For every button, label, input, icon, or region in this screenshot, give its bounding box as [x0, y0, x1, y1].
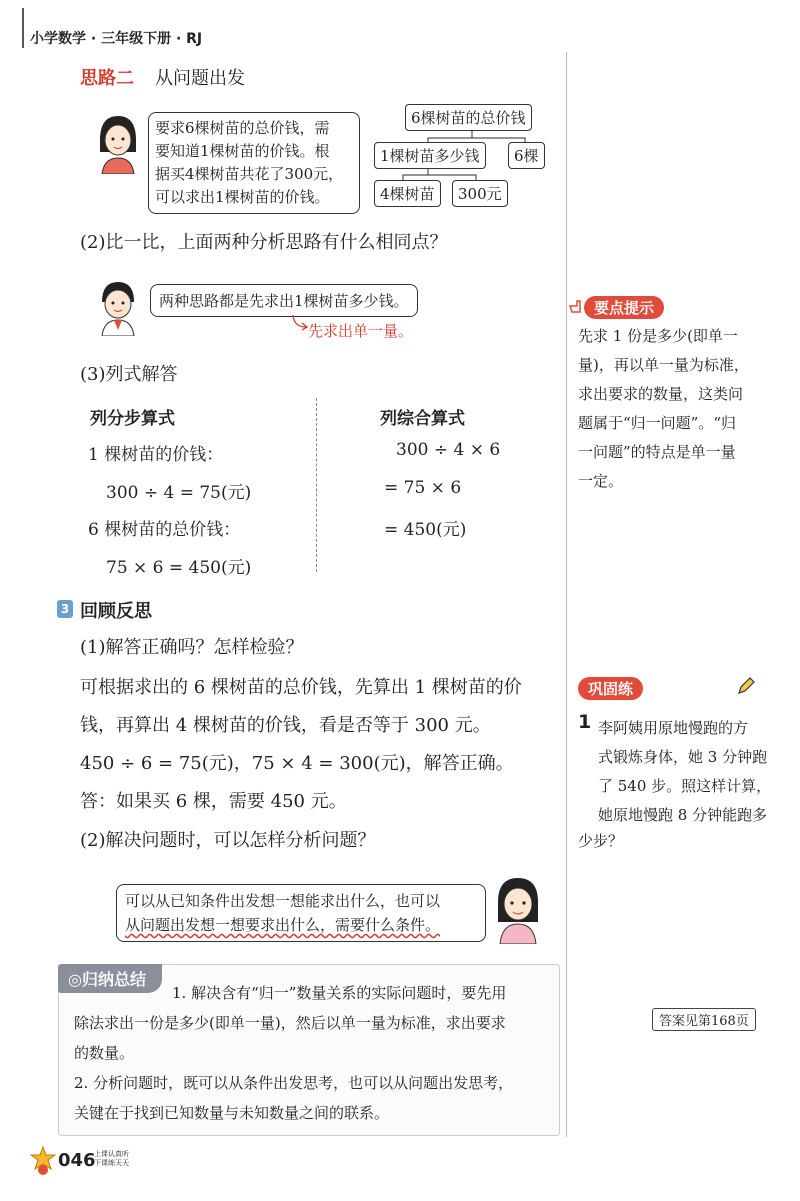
column-divider: [316, 398, 317, 572]
footer-slogan: [94, 1150, 129, 1168]
step-line: 300 ÷ 4 = 75(元): [106, 483, 252, 503]
header-rule: [22, 8, 24, 48]
tree-root: 6棵树苗的总价钱: [405, 104, 532, 131]
boy-avatar: [92, 276, 144, 336]
combined-line: = 450(元): [384, 520, 467, 540]
review-line: 450 ÷ 6 = 75(元)，75 × 4 = 300(元)，解答正确。: [80, 753, 514, 774]
question-3: (3)列式解答: [80, 364, 178, 385]
tips-tag: 要点提示: [584, 296, 664, 319]
combined-line: = 75 × 6: [384, 478, 462, 498]
slogan-line: 下课练天天: [94, 1159, 129, 1167]
question-2: (2)比一比，上面两种分析思路有什么相同点？: [80, 232, 448, 253]
tips-line: 题属于“归一问题”。“归: [578, 414, 737, 432]
tips-line: 求出要求的数量，这类问: [578, 385, 744, 403]
review-q2: (2)解决问题时，可以怎样分析问题？: [80, 830, 376, 851]
answer-reference: 答案见第168页: [652, 1008, 756, 1031]
speech-line: 要求6棵树苗的总价钱，需: [155, 119, 330, 137]
tree-leaf-right: 300元: [452, 180, 508, 207]
girl-speech-bubble: [148, 112, 360, 214]
tips-text: [578, 322, 749, 496]
practice-line: 她原地慢跑 8 分钟能跑多: [598, 806, 768, 824]
practice-line: 李阿姨用原地慢跑的方: [598, 719, 749, 737]
slogan-line: 上课认真听: [94, 1150, 129, 1158]
step-line: 1 棵树苗的价钱：: [88, 445, 224, 465]
section-number-badge: 3: [57, 600, 73, 618]
note-arrow-icon: [290, 313, 310, 333]
practice-tag: 巩固练: [578, 677, 643, 700]
speech-line: 从问题出发想一想要求出什么，需要什么条件。: [125, 916, 441, 934]
combined-line: 300 ÷ 4 × 6: [396, 440, 501, 460]
practice-number: 1: [578, 711, 592, 733]
practice-line: 少步？: [578, 832, 624, 850]
tree-mid-left: 1棵树苗多少钱: [374, 142, 486, 169]
review-line: 答：如果买 6 棵，需要 450 元。: [80, 791, 347, 812]
practice-line: 式锻炼身体，她 3 分钟跑: [598, 748, 768, 766]
review-title: 回顾反思: [80, 601, 152, 622]
step-title: 列分步算式: [90, 409, 175, 429]
tips-line: 一问题”的特点是单一量: [578, 443, 736, 461]
boy-speech-bubble: [150, 284, 418, 317]
review-q1: (1)解答正确吗？怎样检验？: [80, 637, 304, 658]
approach-label: 思路二: [80, 68, 134, 89]
girl-avatar-2: [490, 872, 546, 944]
summary-line: 除法求出一份是多少(即单一量)，然后以单一量为标准，求出要求: [74, 1014, 506, 1032]
practice-text: [598, 714, 771, 830]
tips-line: 量)，再以单一量为标准，: [578, 356, 749, 374]
pencil-icon: [736, 676, 756, 696]
tips-line: 一定。: [578, 472, 624, 490]
speech-line: 要知道1棵树苗的价钱。根: [155, 142, 330, 160]
mascot-icon: [30, 1146, 56, 1176]
approach-title: 从问题出发: [155, 68, 245, 89]
speech-line: 可以从已知条件出发想一想能求出什么，也可以: [125, 892, 441, 910]
step-line: 6 棵树苗的总价钱：: [88, 520, 241, 540]
page-number: 046: [58, 1150, 96, 1171]
summary-line: 关键在于找到已知数量与未知数量之间的联系。: [74, 1104, 390, 1122]
summary-line: 1. 解决含有“归一”数量关系的实际问题时，要先用: [172, 984, 507, 1002]
hand-pointer-icon: [568, 298, 584, 314]
step-line: 75 × 6 = 450(元): [106, 558, 252, 578]
speech-line: 据买4棵树苗共花了300元，: [155, 165, 344, 183]
margin-divider: [566, 52, 567, 1137]
summary-line: 的数量。: [74, 1044, 135, 1062]
combined-title: 列综合算式: [380, 409, 465, 429]
speech-line: 可以求出1棵树苗的价钱。: [155, 188, 330, 206]
tree-leaf-left: 4棵树苗: [374, 180, 441, 207]
tree-mid-right: 6棵: [508, 142, 545, 169]
review-speech-bubble: [116, 884, 486, 942]
summary-line: 2. 分析问题时，既可以从条件出发思考，也可以从问题出发思考，: [74, 1074, 514, 1092]
red-note: 先求出单一量。: [308, 322, 414, 340]
review-line: 钱，再算出 4 棵树苗的价钱，看是否等于 300 元。: [80, 715, 491, 736]
summary-tag: ◎归纳总结: [58, 964, 162, 993]
tips-line: 先求 1 份是多少(即单一: [578, 327, 738, 345]
book-title: 小学数学 · 三年级下册 · RJ: [30, 31, 203, 47]
review-line: 可根据求出的 6 棵树苗的总价钱，先算出 1 棵树苗的价: [80, 677, 522, 698]
practice-line: 了 540 步。照这样计算，: [598, 777, 772, 795]
speech-text: 两种思路都是先求出1棵树苗多少钱。: [159, 292, 409, 310]
girl-avatar: [92, 112, 144, 174]
